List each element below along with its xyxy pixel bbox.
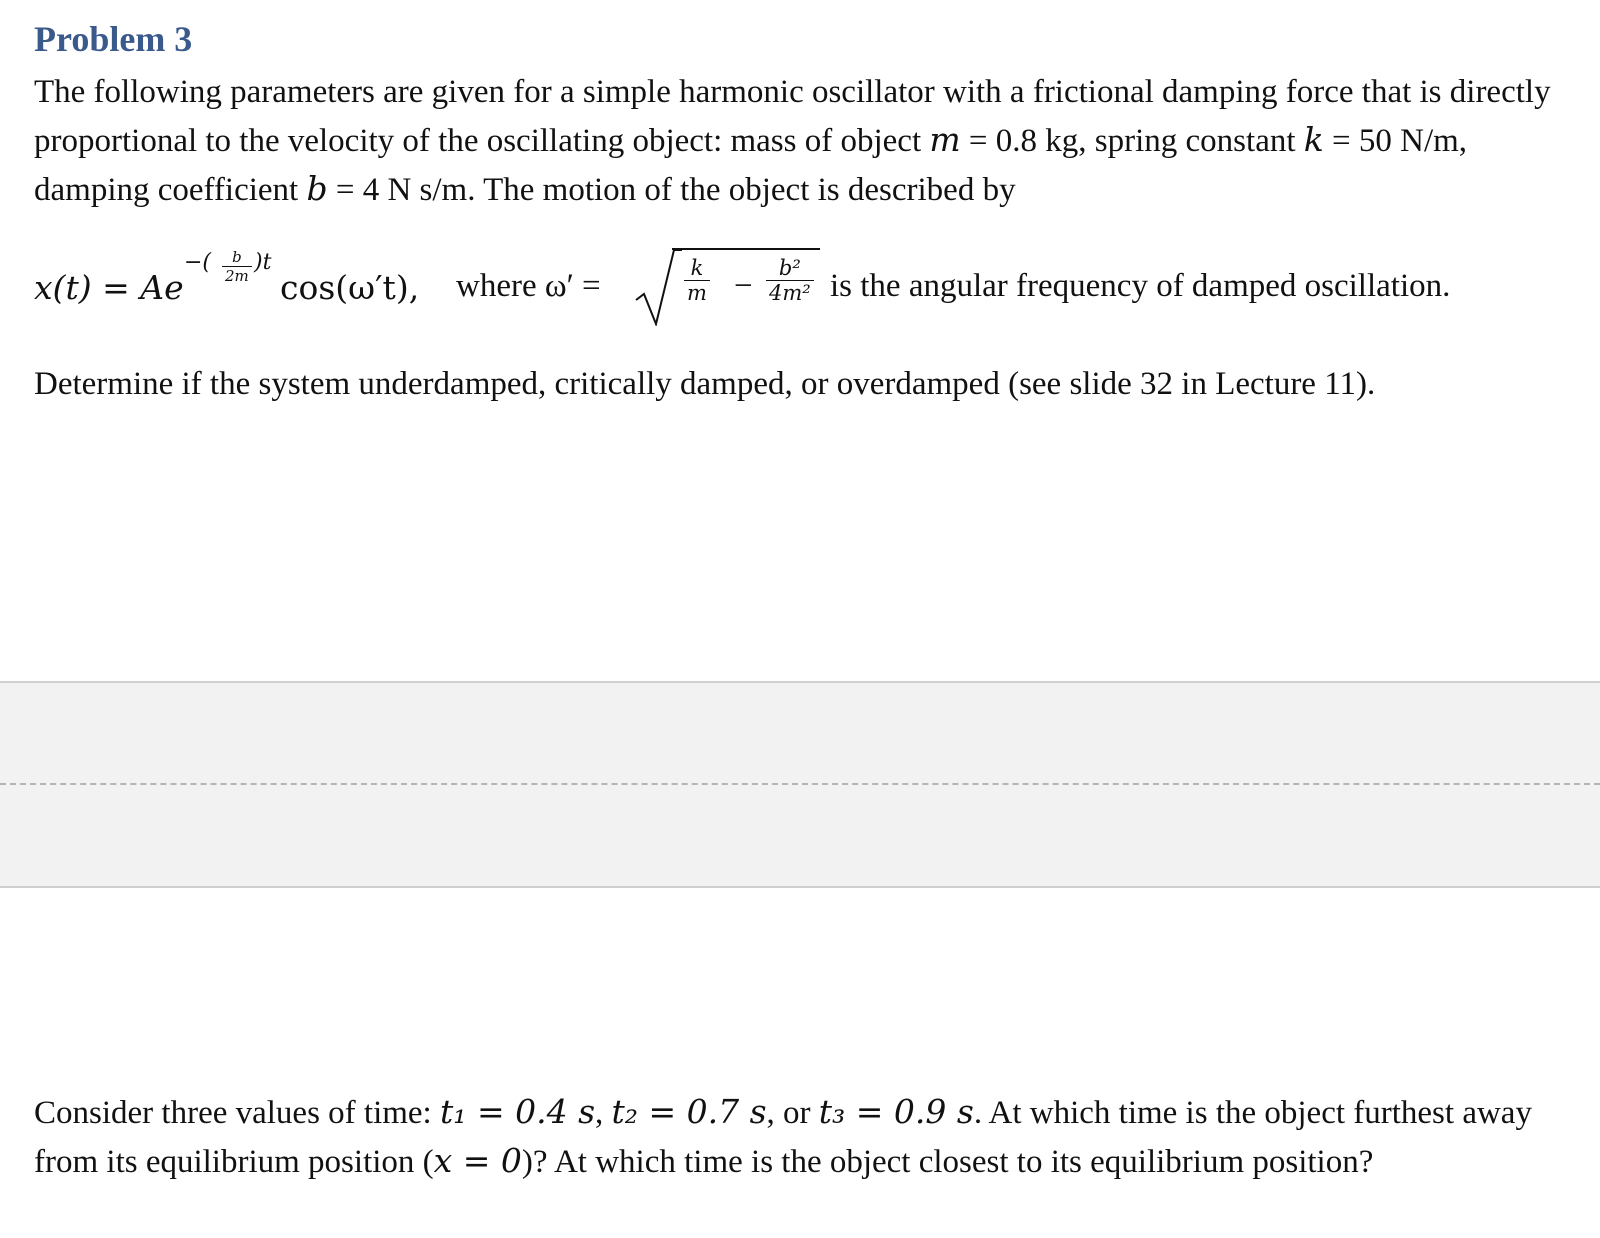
motion-equation: x(t) = Ae −( $\frac{b}{2m}$ )t cos(ω′t), where ω′ = $\frac{k}{m}$ − $\frac{\text{b²}}{\text{4m²}}$ is the angular frequency of damped oscillation.: [34, 248, 1574, 328]
k-variable: k: [1303, 120, 1324, 159]
exponent-minus: −(: [184, 250, 212, 275]
b-variable: b: [306, 169, 328, 208]
answer-area-bottom[interactable]: [0, 785, 1600, 888]
exponent-fraction: $\frac{b}{2m}$: [222, 248, 252, 285]
sqrt-radical: [634, 248, 682, 326]
time-t2: t₂ = 0.7 s: [611, 1092, 767, 1131]
problem-title: Problem 3: [34, 19, 193, 59]
equilibrium-x: x = 0: [433, 1141, 522, 1180]
time-t1: t₁ = 0.4 s: [439, 1092, 596, 1131]
question-damping: Determine if the system underdamped, critically damped, or overdamped (see slide 32 in Lecture 11).: [34, 366, 1376, 402]
sqrt-fraction-b2-4m2: $\frac{\text{b²}}{\text{4m²}}$: [766, 256, 814, 305]
problem-intro: The following parameters are given for a simple harmonic oscillator with a frictional damping force that is directly proportional to the velocity of the oscillating object: mass of object m = 0.8 kg, spring constant k = 50 N/m, damping coefficient b = 4 N s/m. The motion of the object is described by: [34, 74, 1551, 208]
sqrt-fraction-k-m: $\frac{k}{m}$: [684, 256, 710, 305]
question-times: Consider three values of time: t₁ = 0.4 s, t₂ = 0.7 s, or t₃ = 0.9 s. At which time is the object furthest away from its equilibrium position (x = 0)? At which time is the object closest to its equilibrium position?: [34, 1092, 1532, 1180]
equation-description: is the angular frequency of damped oscillation.: [830, 268, 1451, 304]
time-t3: t₃ = 0.9 s: [818, 1092, 974, 1131]
m-variable: m: [929, 120, 961, 159]
sqrt-bar: [672, 248, 820, 252]
answer-area-top[interactable]: [0, 681, 1600, 785]
where-label: where ω′ =: [456, 268, 601, 304]
